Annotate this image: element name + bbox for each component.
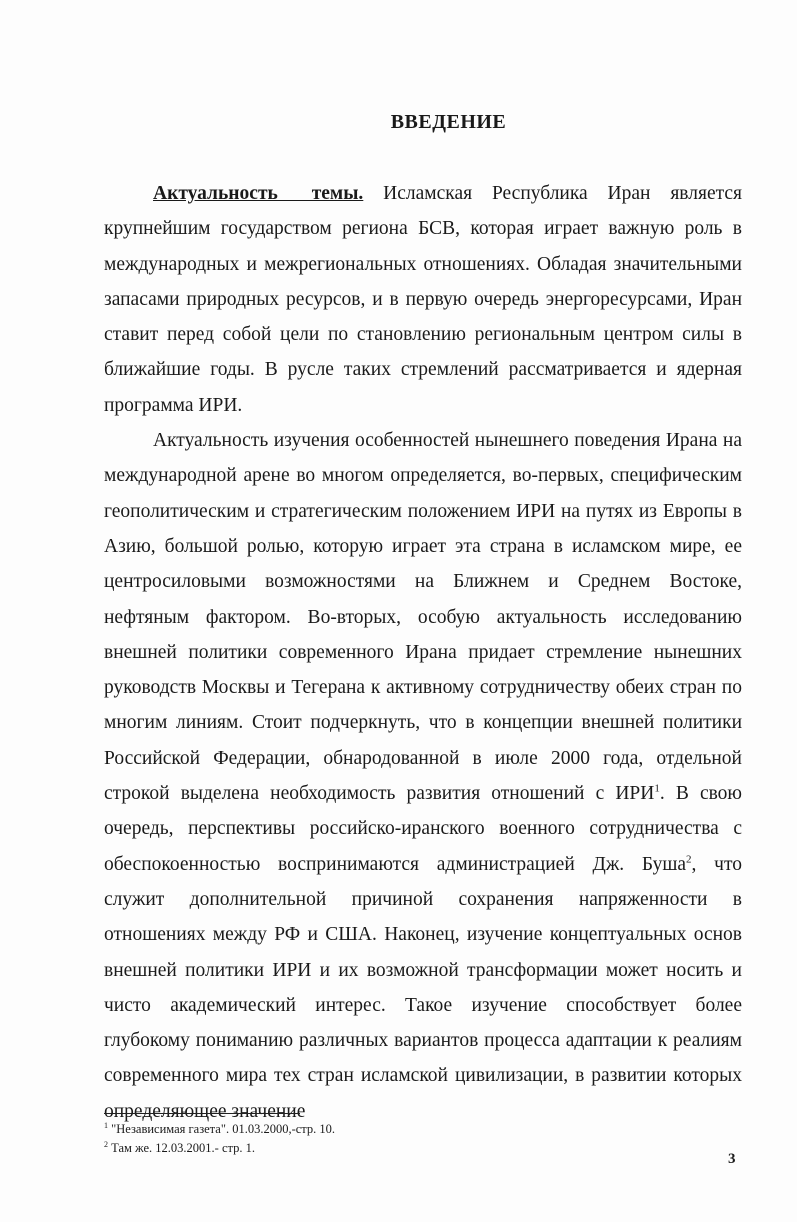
section-lead: Актуальность темы. [153,183,364,204]
body-text [104,176,742,1129]
footnote-divider [104,1113,300,1114]
footnote-1-text: "Независимая газета". 01.03.2000,-стр. 10. [111,1122,336,1136]
footnote-2-mark: 2 [104,1139,108,1149]
paragraph-relevance [104,176,742,423]
paragraph-2-part-3: , что служит дополнительной причиной сохранения напряженности в отношениях между РФ и США. Наконец, изучение концептуальных основ внешней политики ИРИ и их возможной трансформации может носить и чисто академический интерес. Такое изучение способствует более глубокому пониманию различных вариантов процесса адаптации к реалиям современного мира тех стран исламской цивилизации, в развитии которых определяющее значение [104,853,742,1122]
footnote-2-text: Там же. 12.03.2001.- стр. 1. [111,1141,256,1155]
page-title: ВВЕДЕНИЕ [390,111,507,133]
paragraph-study-relevance [104,423,742,1129]
paragraph-2-part-1: Актуальность изучения особенностей нынешнего поведения Ирана на международной арене во многом определяется, во-первых, специфическим геополитическим и стратегическим положением ИРИ на путях из Европы в Азию, большой ролью, которую играет эта страна в исламском мире, ее центросиловыми возможностями на Ближнем и Среднем Востоке, нефтяным фактором. Во-вторых, особую актуальность исследованию внешней политики современного Ирана придает стремление нынешних руководств Москвы и Тегерана к активному сотрудничеству обеих стран по многим линиям. Стоит подчеркнуть, что в концепции внешней политики Российской Федерации, обнародованной в июле 2000 года, отдельной строкой выделена необходимость развития отношений с ИРИ [104,430,742,805]
footnote-1-mark: 1 [104,1120,108,1130]
footnote-ref-1: 1 [654,782,660,795]
page-number: 3 [728,1151,736,1167]
footnotes [104,1120,704,1158]
footnote-2 [104,1139,704,1158]
paragraph-1-text: Исламская Республика Иран является крупнейшим государством региона БСВ, которая играет важную роль в международных и межрегиональных отношениях. Обладая значительными запасами природных ресурсов, и в первую очередь энергоресурсами, Иран ставит перед собой цели по становлению региональным центром силы в ближайшие годы. В русле таких стремлений рассматривается и ядерная программа ИРИ. [104,183,742,416]
paragraph-2-part-2: . В свою очередь, перспективы российско-иранского военного сотрудничества с обеспокоенностью воспринимаются администрацией Дж. Буша [104,783,742,875]
footnote-ref-2: 2 [686,853,692,866]
footnote-1 [104,1120,704,1139]
